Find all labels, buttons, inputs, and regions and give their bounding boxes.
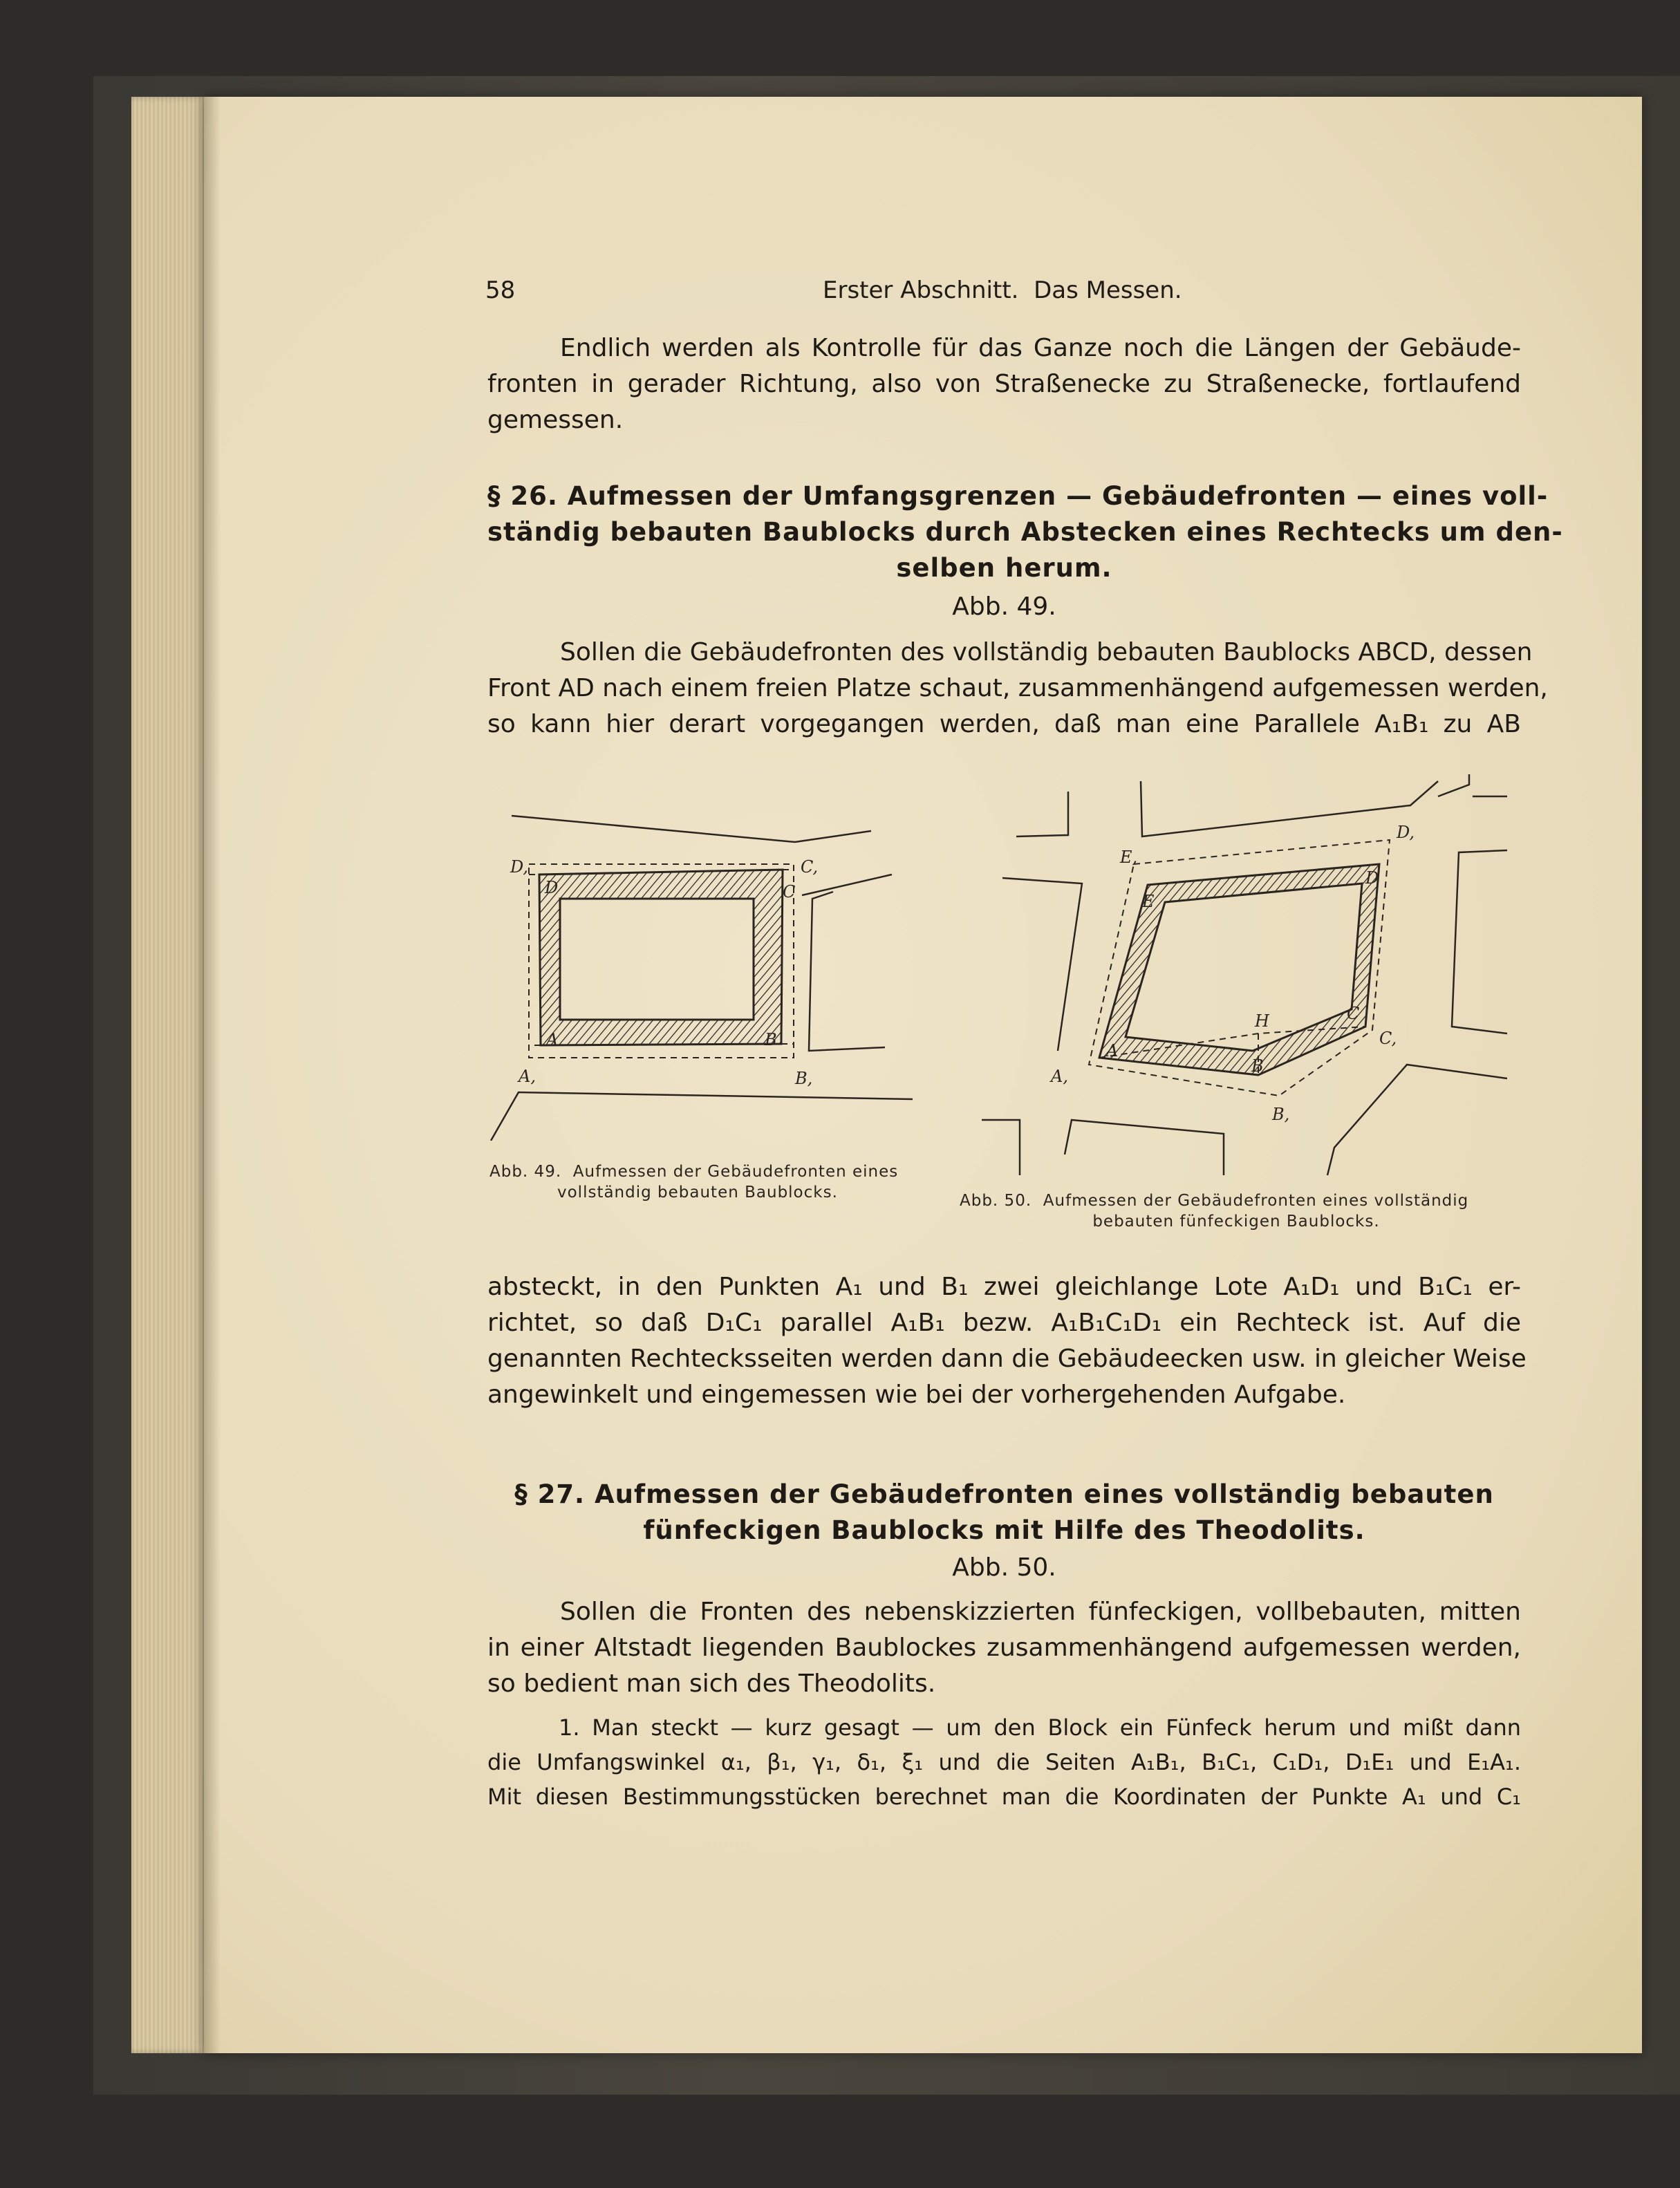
figure-49-caption-line-2: vollständig bebauten Baublocks. [557, 1184, 838, 1201]
fig50-label-E: E [1142, 892, 1155, 911]
fig49-street-bottom [491, 1092, 913, 1141]
section-26-heading-line-2: ständig bebauten Baublocks durch Abstecken eines Rechtecks um den- [487, 517, 1563, 547]
fig50-street-top-right [1438, 774, 1507, 796]
fig50-label-A: A [1106, 1041, 1119, 1060]
fig49-building-block [539, 870, 783, 1045]
section-27-heading-line-2: fünfeckigen Baublocks mit Hilfe des Theodolits. [643, 1515, 1365, 1545]
section-26-paragraph-b-line-1: absteckt, in den Punkten A₁ und B₁ zwei gleichlange Lote A₁D₁ und B₁C₁ er- [487, 1273, 1521, 1301]
figure-50-caption-line-2: bebauten fünfeckigen Baublocks. [1092, 1213, 1380, 1231]
section-26-paragraph-a-line-3: so kann hier derart vorgegangen werden, daß man eine Parallele A₁B₁ zu AB [487, 710, 1521, 738]
fig49-label-D1: D, [510, 857, 529, 877]
running-title: Erster Abschnitt. Das Messen. [823, 277, 1182, 304]
fig50-label-A1: A, [1051, 1067, 1068, 1086]
fig49-label-C: C [783, 882, 796, 901]
fig49-label-D: D [545, 878, 559, 897]
figure-49-reference: Abb. 49. [952, 592, 1056, 621]
fig50-street-left [1002, 878, 1082, 1051]
intro-line-1: Endlich werden als Kontrolle für das Ganze noch die Längen der Gebäude- [560, 334, 1521, 362]
figure-49-caption-line-1: Abb. 49. Aufmessen der Gebäudefronten eines [489, 1163, 899, 1181]
section-27-paragraph-line-1: Sollen die Fronten des nebenskizzierten fünfeckigen, vollbebauten, mitten [560, 1598, 1521, 1626]
section-26-heading-line-3: selben herum. [896, 553, 1112, 583]
fig50-street-bottom [982, 1120, 1224, 1175]
section-27-item-1-line-1: 1. Man steckt — kurz gesagt — um den Block ein Fünfeck herum und mißt dann [559, 1714, 1521, 1741]
fig50-building-block [1099, 864, 1379, 1075]
intro-line-3: gemessen. [487, 406, 624, 434]
fig50-label-C1: C, [1379, 1029, 1397, 1048]
fig50-street-top [1141, 781, 1438, 836]
fig49-street-right-upper [802, 875, 892, 895]
fig50-street-top-left [1016, 792, 1068, 836]
section-27-item-1-line-2: die Umfangswinkel α₁, β₁, γ₁, δ₁, ξ₁ und die Seiten A₁B₁, B₁C₁, C₁D₁, D₁E₁ und E₁A₁. [487, 1749, 1521, 1775]
fig50-label-D1: D, [1397, 823, 1415, 842]
fig50-street-bottom-right [1327, 1065, 1507, 1175]
section-26-heading-line-1: § 26. Aufmessen der Umfangsgrenzen — Gebäudefronten — eines voll- [487, 481, 1549, 511]
fig50-street-right [1452, 850, 1507, 1034]
fig49-label-A: A [546, 1030, 559, 1049]
section-26-paragraph-b-line-4: angewinkelt und eingemessen wie bei der vorhergehenden Aufgabe. [487, 1381, 1346, 1409]
figure-50-reference: Abb. 50. [952, 1553, 1056, 1582]
section-27-heading-line-1: § 27. Aufmessen der Gebäudefronten eines vollständig bebauten [514, 1479, 1494, 1509]
fig50-label-H: H [1255, 1011, 1269, 1031]
fig50-label-E1: E, [1120, 848, 1138, 867]
section-27-item-1-line-3: Mit diesen Bestimmungsstücken berechnet man die Koordinaten der Punkte A₁ und C₁ [487, 1784, 1521, 1810]
section-26-paragraph-a-line-2: Front AD nach einem freien Platze schaut, zusammenhängend aufgemessen werden, [487, 674, 1548, 702]
fig50-label-C: C [1347, 1004, 1360, 1023]
section-26-paragraph-b-line-2: richtet, so daß D₁C₁ parallel A₁B₁ bezw. A₁B₁C₁D₁ ein Rechteck ist. Auf die [487, 1309, 1521, 1337]
section-27-paragraph-line-2: in einer Altstadt liegenden Baublockes zusammenhängend aufgemessen werden, [487, 1634, 1521, 1662]
fig49-label-C1: C, [801, 857, 819, 877]
fig50-label-B1: B, [1272, 1105, 1290, 1124]
intro-line-2: fronten in gerader Richtung, also von Straßenecke zu Straßenecke, fortlaufend [487, 370, 1521, 398]
figure-49-diagram [484, 795, 913, 1141]
fig49-street-right [809, 892, 885, 1051]
section-26-paragraph-b-line-3: genannten Rechtecksseiten werden dann die Gebäudeecken usw. in gleicher Weise [487, 1345, 1527, 1373]
page-gutter-shadow [204, 97, 221, 2053]
figure-50-diagram [954, 760, 1507, 1189]
fig49-label-A1: A, [519, 1067, 536, 1086]
fig50-label-B: B [1251, 1056, 1264, 1076]
section-26-paragraph-a-line-1: Sollen die Gebäudefronten des vollständig bebauten Baublocks ABCD, dessen [560, 638, 1533, 666]
page-edges [131, 97, 207, 2053]
fig49-label-B1: B, [795, 1069, 813, 1088]
figure-50-caption-line-1: Abb. 50. Aufmessen der Gebäudefronten eines vollständig [960, 1192, 1469, 1210]
section-27-paragraph-line-3: so bedient man sich des Theodolits. [487, 1670, 936, 1698]
fig49-street-top [512, 816, 871, 842]
fig49-label-B: B [765, 1030, 777, 1049]
fig50-label-D: D [1365, 868, 1379, 888]
page-number: 58 [485, 277, 516, 304]
